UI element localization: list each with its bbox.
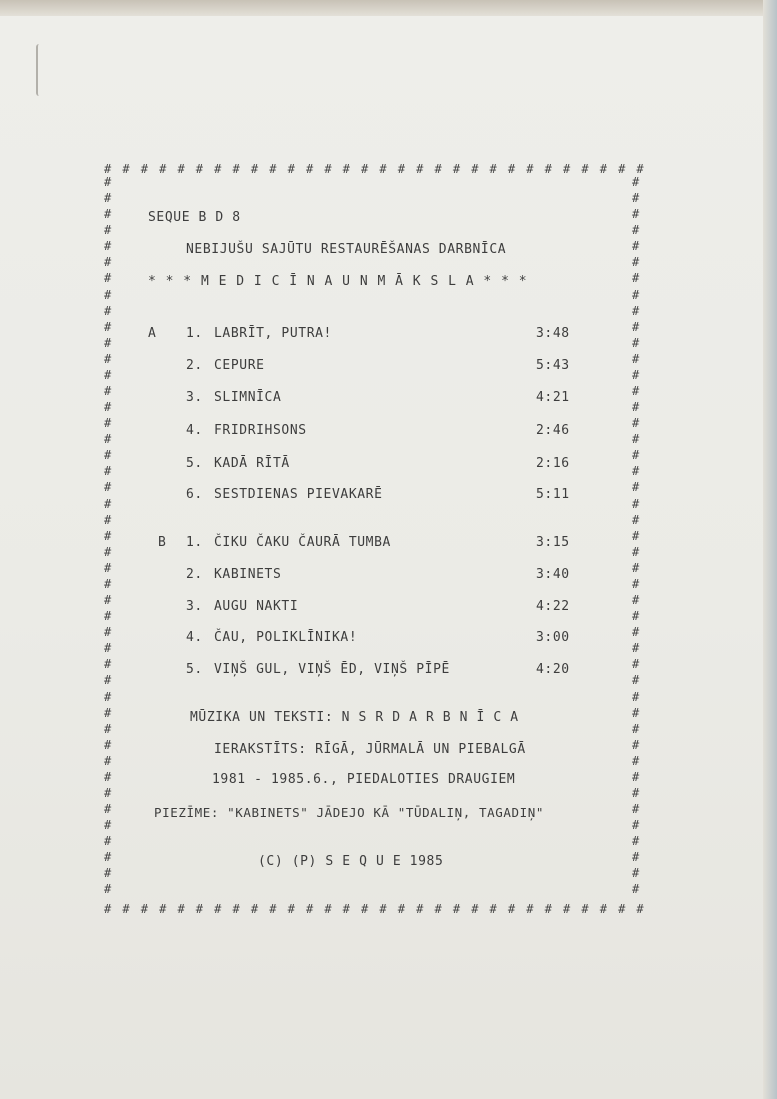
border-glyph: # xyxy=(324,902,332,916)
border-glyph: # xyxy=(104,818,112,833)
staple-mark xyxy=(36,44,44,96)
border-glyph: # xyxy=(104,303,112,318)
border-glyph: # xyxy=(632,625,640,640)
border-glyph: # xyxy=(397,902,405,916)
border-glyph: # xyxy=(104,866,112,881)
track-duration: 2:16 xyxy=(536,456,570,471)
border-glyph: # xyxy=(104,641,112,656)
border-glyph: # xyxy=(452,162,461,176)
border-glyph: # xyxy=(632,609,640,624)
border-glyph: # xyxy=(104,512,112,527)
border-glyph: # xyxy=(632,512,640,527)
border-glyph: # xyxy=(544,162,552,176)
credits-note: PIEZĪME: "KABINETS" JĀDEJO KĀ "TŪDALIŅ, TAGADIŅ" xyxy=(154,805,545,820)
track-number: 6. xyxy=(186,487,203,502)
track-title: ČAU, POLIKLĪNIKA! xyxy=(214,630,358,645)
border-glyph: # xyxy=(232,902,240,916)
border-glyph: # xyxy=(632,351,640,366)
track-title: VIŅŠ GUL, VIŅŠ ĒD, VIŅŠ PĪPĒ xyxy=(214,662,450,677)
border-glyph: # xyxy=(507,162,516,176)
copyright-line: (C) (P) S E Q U E 1985 xyxy=(258,854,444,869)
track-number: 5. xyxy=(186,456,203,471)
border-glyph: # xyxy=(104,593,112,608)
hash-border-right xyxy=(632,174,642,898)
border-glyph: # xyxy=(632,753,640,768)
border-glyph: # xyxy=(562,162,571,176)
border-glyph: # xyxy=(416,902,424,916)
border-glyph: # xyxy=(632,866,640,881)
track-duration: 3:15 xyxy=(536,535,570,550)
border-glyph: # xyxy=(632,239,640,254)
border-glyph: # xyxy=(632,882,640,897)
track-number: 5. xyxy=(186,662,203,677)
border-glyph: # xyxy=(104,673,112,688)
border-glyph: # xyxy=(104,769,112,784)
credits-recorded: IERAKSTĪTS: RĪGĀ, JŪRMALĀ UN PIEBALGĀ xyxy=(214,742,526,757)
border-glyph: # xyxy=(507,902,516,916)
border-glyph: # xyxy=(632,802,640,817)
border-glyph: # xyxy=(104,416,112,431)
track-duration: 4:20 xyxy=(536,662,570,677)
paper-edge-top xyxy=(0,0,777,16)
track-title: KADĀ RĪTĀ xyxy=(214,456,290,471)
track-duration: 5:11 xyxy=(536,487,570,502)
border-glyph: # xyxy=(104,255,112,270)
border-glyph: # xyxy=(397,162,405,176)
border-glyph: # xyxy=(104,902,112,916)
border-glyph: # xyxy=(104,464,112,479)
track-duration: 4:22 xyxy=(536,599,570,614)
border-glyph: # xyxy=(632,255,640,270)
border-glyph: # xyxy=(104,785,112,800)
border-glyph: # xyxy=(361,162,369,176)
border-glyph: # xyxy=(562,902,571,916)
border-glyph: # xyxy=(379,162,387,176)
border-glyph: # xyxy=(104,560,112,575)
border-glyph: # xyxy=(104,367,112,382)
border-glyph: # xyxy=(618,902,626,916)
border-glyph: # xyxy=(632,593,640,608)
border-glyph: # xyxy=(104,721,112,736)
subtitle: NEBIJUŠU SAJŪTU RESTAURĒŠANAS DARBNĪCA xyxy=(186,242,507,257)
border-glyph: # xyxy=(232,162,240,176)
border-glyph: # xyxy=(632,400,640,415)
border-glyph: # xyxy=(159,162,167,176)
border-glyph: # xyxy=(632,834,640,849)
track-title: SESTDIENAS PIEVAKARĒ xyxy=(214,487,383,502)
border-glyph: # xyxy=(195,162,204,176)
border-glyph: # xyxy=(287,902,295,916)
border-glyph: # xyxy=(526,162,534,176)
track-number: 3. xyxy=(186,599,203,614)
border-glyph: # xyxy=(632,496,640,511)
border-glyph: # xyxy=(632,191,640,206)
track-number: 4. xyxy=(186,630,203,645)
border-glyph: # xyxy=(104,239,112,254)
border-glyph: # xyxy=(214,162,222,176)
border-glyph: # xyxy=(104,162,112,176)
border-glyph: # xyxy=(177,902,185,916)
border-glyph: # xyxy=(104,432,112,447)
border-glyph: # xyxy=(526,902,534,916)
border-glyph: # xyxy=(632,689,640,704)
border-glyph: # xyxy=(618,162,626,176)
border-glyph: # xyxy=(104,207,112,222)
track-title: LABRĪT, PUTRA! xyxy=(214,326,332,341)
border-glyph: # xyxy=(632,416,640,431)
track-number: 1. xyxy=(186,326,203,341)
border-glyph: # xyxy=(140,162,148,176)
side-b-label: B xyxy=(158,535,167,550)
hash-border-top xyxy=(104,160,644,178)
border-glyph: # xyxy=(104,753,112,768)
border-glyph: # xyxy=(434,162,442,176)
track-number: 2. xyxy=(186,567,203,582)
border-glyph: # xyxy=(489,162,497,176)
border-glyph: # xyxy=(159,902,167,916)
border-glyph: # xyxy=(632,657,640,672)
border-glyph: # xyxy=(269,162,277,176)
border-glyph: # xyxy=(104,544,112,559)
border-glyph: # xyxy=(632,271,640,286)
track-title: AUGU NAKTI xyxy=(214,599,299,614)
track-duration: 3:00 xyxy=(536,630,570,645)
border-glyph: # xyxy=(104,335,112,350)
track-title: SLIMNĪCA xyxy=(214,390,282,405)
border-glyph: # xyxy=(104,689,112,704)
border-glyph: # xyxy=(287,162,295,176)
border-glyph: # xyxy=(632,335,640,350)
border-glyph: # xyxy=(581,162,589,176)
border-glyph: # xyxy=(632,673,640,688)
border-glyph: # xyxy=(632,560,640,575)
border-glyph: # xyxy=(632,705,640,720)
border-glyph: # xyxy=(342,902,350,916)
border-glyph: # xyxy=(599,162,607,176)
border-glyph: # xyxy=(104,175,112,189)
border-glyph: # xyxy=(471,902,479,916)
track-number: 4. xyxy=(186,423,203,438)
border-glyph: # xyxy=(632,175,640,189)
track-title: CEPURE xyxy=(214,358,265,373)
catalog-number: SEQUE B D 8 xyxy=(148,210,241,225)
paper-edge-right xyxy=(763,0,777,1099)
border-glyph: # xyxy=(104,384,112,399)
border-glyph: # xyxy=(104,609,112,624)
border-glyph: # xyxy=(632,367,640,382)
border-glyph: # xyxy=(581,902,589,916)
border-glyph: # xyxy=(342,162,350,176)
credits-music: MŪZIKA UN TEKSTI: N S R D A R B N Ī C A xyxy=(190,710,519,725)
border-glyph: # xyxy=(195,902,204,916)
border-glyph: # xyxy=(104,802,112,817)
border-glyph: # xyxy=(104,834,112,849)
side-a-label: A xyxy=(148,326,157,341)
track-number: 3. xyxy=(186,390,203,405)
border-glyph: # xyxy=(104,705,112,720)
track-number: 2. xyxy=(186,358,203,373)
border-glyph: # xyxy=(632,223,640,238)
border-glyph: # xyxy=(632,544,640,559)
border-glyph: # xyxy=(104,657,112,672)
border-glyph: # xyxy=(104,223,112,238)
border-glyph: # xyxy=(632,287,640,302)
track-title: KABINETS xyxy=(214,567,282,582)
border-glyph: # xyxy=(269,902,277,916)
border-glyph: # xyxy=(632,850,640,865)
track-number: 1. xyxy=(186,535,203,550)
border-glyph: # xyxy=(632,448,640,463)
border-glyph: # xyxy=(104,496,112,511)
border-glyph: # xyxy=(104,448,112,463)
track-duration: 4:21 xyxy=(536,390,570,405)
border-glyph: # xyxy=(632,464,640,479)
border-glyph: # xyxy=(632,319,640,334)
border-glyph: # xyxy=(599,902,607,916)
track-duration: 2:46 xyxy=(536,423,570,438)
track-title: ČIKU ČAKU ČAURĀ TUMBA xyxy=(214,535,391,550)
border-glyph: # xyxy=(632,785,640,800)
border-glyph: # xyxy=(416,162,424,176)
hash-border-left xyxy=(104,174,114,898)
border-glyph: # xyxy=(104,480,112,495)
border-glyph: # xyxy=(140,902,148,916)
border-glyph: # xyxy=(361,902,369,916)
border-glyph: # xyxy=(214,902,222,916)
border-glyph: # xyxy=(636,162,644,176)
border-glyph: # xyxy=(122,162,130,176)
border-glyph: # xyxy=(632,721,640,736)
border-glyph: # xyxy=(122,902,130,916)
border-glyph: # xyxy=(632,528,640,543)
border-glyph: # xyxy=(305,902,314,916)
border-glyph: # xyxy=(471,162,479,176)
border-glyph: # xyxy=(250,902,259,916)
border-glyph: # xyxy=(632,207,640,222)
track-title: FRIDRIHSONS xyxy=(214,423,307,438)
border-glyph: # xyxy=(104,400,112,415)
border-glyph: # xyxy=(104,576,112,591)
border-glyph: # xyxy=(104,271,112,286)
border-glyph: # xyxy=(104,737,112,752)
track-duration: 5:43 xyxy=(536,358,570,373)
border-glyph: # xyxy=(104,351,112,366)
border-glyph: # xyxy=(104,625,112,640)
border-glyph: # xyxy=(489,902,497,916)
border-glyph: # xyxy=(632,818,640,833)
border-glyph: # xyxy=(636,902,644,916)
border-glyph: # xyxy=(250,162,259,176)
border-glyph: # xyxy=(632,303,640,318)
border-glyph: # xyxy=(544,902,552,916)
credits-dates: 1981 - 1985.6., PIEDALOTIES DRAUGIEM xyxy=(212,772,516,787)
border-glyph: # xyxy=(632,576,640,591)
album-title: * * * M E D I C Ī N A U N M Ā K S L A * * * xyxy=(148,274,528,289)
border-glyph: # xyxy=(632,641,640,656)
typed-frame xyxy=(104,160,644,916)
border-glyph: # xyxy=(632,384,640,399)
border-glyph: # xyxy=(632,432,640,447)
hash-border-bottom xyxy=(104,900,644,918)
border-glyph: # xyxy=(305,162,314,176)
border-glyph: # xyxy=(177,162,185,176)
border-glyph: # xyxy=(104,882,112,897)
border-glyph: # xyxy=(452,902,461,916)
border-glyph: # xyxy=(104,319,112,334)
border-glyph: # xyxy=(104,528,112,543)
border-glyph: # xyxy=(434,902,442,916)
border-glyph: # xyxy=(632,769,640,784)
border-glyph: # xyxy=(104,287,112,302)
track-duration: 3:48 xyxy=(536,326,570,341)
border-glyph: # xyxy=(379,902,387,916)
border-glyph: # xyxy=(632,480,640,495)
border-glyph: # xyxy=(104,850,112,865)
border-glyph: # xyxy=(324,162,332,176)
border-glyph: # xyxy=(104,191,112,206)
border-glyph: # xyxy=(632,737,640,752)
track-duration: 3:40 xyxy=(536,567,570,582)
